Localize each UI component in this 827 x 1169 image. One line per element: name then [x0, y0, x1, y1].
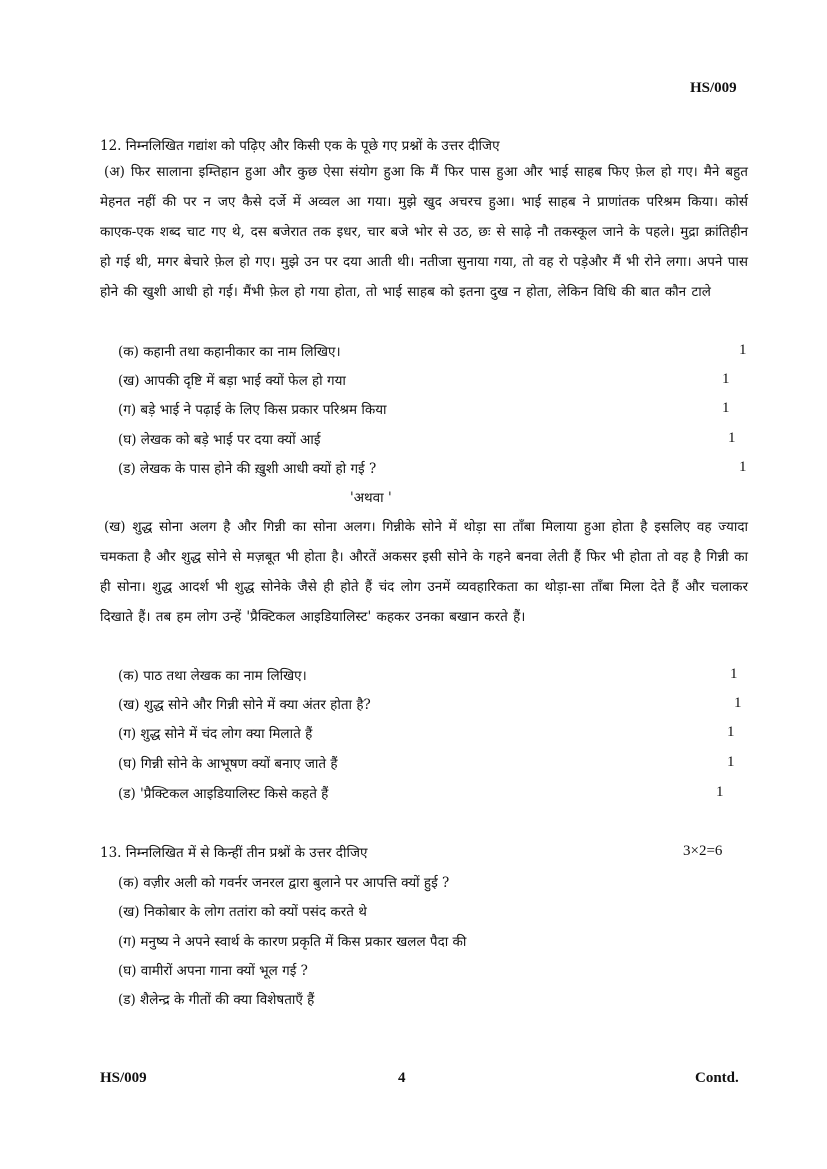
- q12a-mark-3: 1: [722, 400, 730, 416]
- q12b-mark-3: 1: [727, 724, 735, 740]
- q12b-question-3: (ग) शुद्ध सोने में चंद लोग क्या मिलाते हैं: [118, 726, 313, 742]
- q13-question-4: (घ) वामीरों अपना गाना क्यों भूल गई ?: [118, 963, 308, 979]
- q12a-question-1: (क) कहानी तथा कहानीकार का नाम लिखिए।: [118, 344, 341, 360]
- q12a-question-2: (ख) आपकी दृष्टि में बड़ा भाई क्यों फेल हो गया: [118, 373, 346, 389]
- q12-heading: 12. निम्नलिखित गद्यांश को पढ़िए और किसी एक के पूछे गए प्रश्नों के उत्तर दीजिए: [100, 138, 500, 154]
- q12a-question-3: (ग) बड़े भाई ने पढ़ाई के लिए किस प्रकार परिश्रम किया: [118, 402, 387, 418]
- q12-or-label: 'अथवा ': [350, 490, 392, 506]
- q12-passage-a-text: (अ) फिर सालाना इम्तिहान हुआ और कुछ ऐसा संयोग हुआ कि मैं फिर पास हुआ और भाई साहब फिए फ़ेल हो गए। मैने बहुत मेहनत नहीं की पर न जए कैसे दर्जे में अव्वल आ गया। मुझे खुद अचरच हुआ। भाई साहब ने प्राणांतक परिश्रम किया। कोर्स काएक-एक शब्द चाट गए थे, दस बजेरात तक इधर, चार बजे भोर से उठ, छः से साढ़े नौ तकस्कूल जाने के पहले। मुद्रा क्रांतिहीन हो गई थी, मगर बेचारे फ़ेल हो गए। मुझे उन पर दया आती थी। नतीजा सुनाया गया, तो वह रो पड़ेऔर मैं भी रोने लगा। अपने पास होने की खुशी आधी हो गई। मैंभी फ़ेल हो गया होता, तो भाई साहब को इतना दुख न होता, लेकिन विधि की बात कौन टाले: [100, 164, 748, 300]
- q13-question-3: (ग) मनुष्य ने अपने स्वार्थ के कारण प्रकृति में किस प्रकार खलल पैदा की: [118, 934, 467, 950]
- q12b-question-5: (ड) 'प्रैक्टिकल आइडियालिस्ट किसे कहते हैं: [118, 786, 329, 802]
- q12b-mark-4: 1: [727, 754, 735, 770]
- q12b-mark-2: 1: [734, 695, 742, 711]
- q12-passage-a: [100, 157, 748, 307]
- q13-question-5: (ड) शैलेन्द्र के गीतों की क्या विशेषताएँ हैं: [118, 992, 315, 1008]
- q12a-question-5: (ड) लेखक के पास होने की ख़ुशी आधी क्यों हो गई ?: [118, 461, 377, 477]
- footer-page-number: 4: [398, 1070, 406, 1086]
- q12-passage-b: [100, 512, 748, 632]
- q12a-mark-5: 1: [739, 459, 747, 475]
- q12a-mark-2: 1: [722, 371, 730, 387]
- q12b-question-2: (ख) शुद्ध सोने और गिन्नी सोने में क्या अंतर होता है?: [118, 697, 371, 713]
- header-paper-code: HS/009: [690, 80, 737, 96]
- footer-continued: Contd.: [695, 1070, 739, 1086]
- q12b-question-4: (घ) गिन्नी सोने के आभूषण क्यों बनाए जाते हैं: [118, 756, 338, 772]
- q12a-question-4: (घ) लेखक को बड़े भाई पर दया क्यों आई: [118, 432, 321, 448]
- q13-question-1: (क) वज़ीर अली को गवर्नर जनरल द्वारा बुलाने पर आपत्ति क्यों हुई ?: [118, 875, 450, 891]
- q13-marks: 3×2=6: [683, 843, 723, 859]
- q12-passage-b-text: (ख) शुद्ध सोना अलग है और गिन्नी का सोना अलग। गिन्नीके सोने में थोड़ा सा ताँबा मिलाया हुआ होता है इसलिए वह ज्यादा चमकता है और शुद्ध सोने से मज़बूत भी होता है। औरतें अकसर इसी सोने के गहने बनवा लेती हैं फिर भी होता तो वह है गिन्नी का ही सोना। शुद्ध आदर्श भी शुद्ध सोनेके जैसे ही होते हैं चंद लोग उनमें व्यवहारिकता का थोड़ा-सा ताँबा मिला देते हैं और चलाकर दिखाते हैं। तब हम लोग उन्हें 'प्रैक्टिकल आइडियालिस्ट' कहकर उनका बखान करते हैं।: [100, 519, 748, 625]
- q12a-mark-4: 1: [728, 430, 736, 446]
- q13-question-2: (ख) निकोबार के लोग ततांरा को क्यों पसंद करते थे: [118, 904, 367, 920]
- q12a-mark-1: 1: [739, 342, 747, 358]
- q12b-mark-1: 1: [730, 666, 738, 682]
- q12b-mark-5: 1: [716, 784, 724, 800]
- q12b-question-1: (क) पाठ तथा लेखक का नाम लिखिए।: [118, 668, 307, 684]
- q13-heading: 13. निम्नलिखित में से किन्हीं तीन प्रश्नों के उत्तर दीजिए: [100, 845, 368, 861]
- footer-paper-code: HS/009: [100, 1070, 147, 1086]
